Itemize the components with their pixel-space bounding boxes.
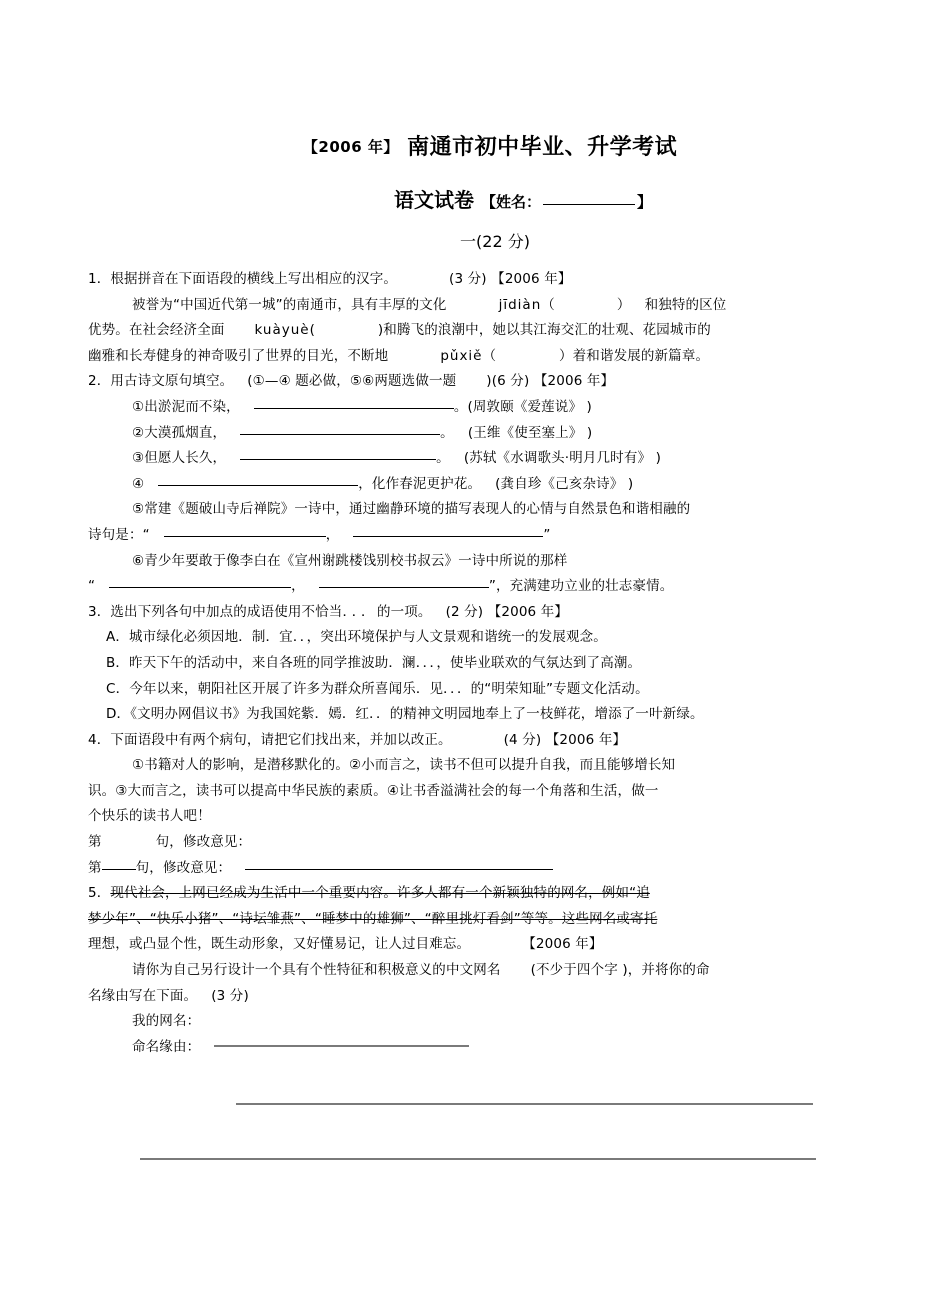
subtitle — [0, 185, 950, 217]
q5-number: 5． — [88, 885, 111, 902]
q2-item4-tail: ，化作春泥更护花。 — [358, 475, 482, 492]
q2-item6-quote-open: “ — [88, 578, 96, 595]
q2-item6-answer-rule-1[interactable] — [109, 575, 291, 588]
q5-reason-label: 命名缘由： — [132, 1038, 201, 1055]
q5-year: 【2006 年】 — [522, 936, 603, 953]
title-block — [0, 0, 950, 255]
q2-item6-tail: ”，充满建功立业的壮志豪情。 — [488, 578, 674, 595]
name-input-rule[interactable] — [543, 204, 635, 205]
question-1-passage-line-2 — [88, 318, 870, 344]
q5-line4-a: 请你为自己另行设计一个具有个性特征和积极意义的中文网名 — [132, 962, 501, 979]
question-2-item-4 — [88, 472, 870, 498]
q2-item6-comma: ， — [291, 578, 305, 595]
question-3-option-d[interactable]: D．《文明办网倡议书》为我国姹紫．嫣．红．．的精神文明园地奉上了一枝鲜花，增添了一叶新绿。 — [106, 706, 704, 723]
q4-answer1-suffix: 句，修改意见： — [155, 834, 252, 851]
title-main: 南通市初中毕业、升学考试 — [407, 135, 678, 160]
section-heading-one: 一(22 分) — [460, 232, 530, 251]
q2-item3-source: (苏轼《水调歌头·明月几时有》 ) — [463, 450, 661, 467]
q2-item3-tail: 。 — [436, 450, 450, 467]
question-3-stem — [88, 600, 870, 626]
q1-p1c: ） — [616, 296, 631, 313]
q2-item4-answer-rule[interactable] — [158, 473, 358, 486]
q2-item5-answer-rule-1[interactable] — [164, 524, 326, 537]
q2-item1-answer-rule[interactable] — [254, 396, 454, 409]
q1-p2a: 优势。在社会经济全面 — [88, 322, 225, 339]
q2-item1-tail: 。 — [453, 398, 468, 415]
page-title — [0, 132, 950, 163]
q1-pinyin-2: kuàyuè( — [254, 322, 316, 339]
q1-pinyin-3: pǔxiě（ — [440, 347, 497, 364]
q1-year: 【2006 年】 — [491, 271, 572, 287]
question-3-option-c[interactable]: C．今年以来，朝阳社区开展了许多为群众所喜闻乐．见．．．的“明荣知耻”专题文化活动。 — [106, 680, 649, 697]
q2-item2-answer-rule[interactable] — [240, 421, 440, 434]
question-2-item-5-line-2 — [88, 523, 870, 549]
q2-item4-source: (龚自珍《己亥杂诗》 ) — [495, 475, 634, 492]
question-4-answer-row-2 — [88, 856, 870, 882]
q5-reason-rule-2[interactable] — [236, 1103, 813, 1105]
q1-p3a: 幽雅和长寿健身的神奇吸引了世界的目光，不断地 — [88, 347, 389, 364]
q3-stem-a: 3．选出下列各句中加点的成语使用不恰当 — [88, 603, 343, 620]
q2-item3-num: ③ — [132, 450, 145, 467]
q4-year: 【2006 年】 — [545, 731, 627, 748]
q2-year: 【2006 年】 — [533, 373, 615, 390]
question-5-field-netname — [88, 1009, 870, 1035]
q3-year: 【2006 年】 — [487, 603, 569, 620]
question-4-passage-line-3: 个快乐的读书人吧！ — [88, 808, 211, 825]
question-3-option-b[interactable]: B．昨天下午的活动中，来自各班的同学推波助．澜．．．，使毕业联欢的气氛达到了高潮。 — [106, 654, 642, 671]
q2-item2-text: 大漠孤烟直， — [144, 424, 227, 441]
q5-netname-label: 我的网名： — [132, 1013, 201, 1030]
q2-item2-tail: 。 — [440, 424, 454, 441]
question-5-line-4 — [88, 958, 870, 984]
question-2-item-6-line-1: ⑥青少年要敢于像李白在《宣州谢跳楼饯别校书叔云》一诗中所说的那样 — [132, 552, 568, 569]
q2-item1-text: 出淤泥而不染， — [144, 398, 240, 415]
q1-p2b: )和腾飞的浪潮中，她以其江海交汇的壮观、花园城市的 — [377, 322, 711, 339]
q5-reason-rule-2-row — [88, 1090, 870, 1109]
q3-score: (2 分) — [445, 603, 484, 620]
q2-item5-comma: ， — [325, 526, 340, 543]
q4-answer2-correction-rule[interactable] — [245, 857, 553, 870]
question-1-passage-line-1 — [88, 293, 870, 319]
name-label-open: 【姓名： — [480, 193, 541, 211]
question-5-line-5 — [88, 984, 870, 1010]
q2-item3-text: 但愿人长久， — [144, 450, 227, 467]
q1-score: (3 分) — [449, 271, 487, 287]
q1-p3b: ）着和谐发展的新篇章。 — [558, 347, 710, 364]
q5-reason-rule-3[interactable] — [140, 1158, 816, 1160]
q1-p1d: 和独特的区位 — [644, 296, 727, 313]
q2-item4-num: ④ — [132, 475, 145, 492]
q2-item1-source: (周敦颐《爱莲说》 ) — [467, 398, 592, 415]
question-5-line-3 — [88, 932, 870, 958]
q5-score: (3 分) — [211, 987, 249, 1004]
q5-line4-b: (不少于四个字 )，并将你的命 — [530, 962, 710, 979]
question-4-passage-line-1: ①书籍对人的影响，是潜移默化的。②小而言之，读书不但可以提升自我，而且能够增长知 — [132, 757, 676, 774]
q5-line-3-text: 理想，或凸显个性，既生动形象，又好懂易记，让人过目难忘。 — [88, 936, 471, 953]
question-3-option-a[interactable]: A．城市绿化必须因地．制．宜．．，突出环境保护与人文景观和谐统一的发展观念。 — [106, 629, 607, 646]
q4-answer2-suffix: 句，修改意见： — [135, 859, 232, 876]
q2-note-close: )(6 分) — [486, 373, 530, 390]
q2-note: (①—④ 题必做，⑤⑥两题选做一题 — [247, 373, 457, 390]
title-year: 【2006 年】 — [302, 138, 399, 156]
question-2-item-5-line-1: ⑤常建《题破山寺后禅院》一诗中，通过幽静环境的描写表现人的心情与自然景色和谐相融的 — [132, 501, 691, 518]
question-4-answer-row-1 — [88, 830, 870, 856]
q1-p1b: （ — [541, 296, 555, 313]
q1-stem-text: 1．根据拼音在下面语段的横线上写出相应的汉字。 — [88, 271, 398, 287]
q5-struck-text-line-1: 现代社会，上网已经成为生活中一个重要内容。许多人都有一个新颖独特的网名，例如“追 — [110, 885, 650, 902]
question-2-item-2 — [88, 421, 870, 447]
exam-body — [0, 267, 950, 1164]
q2-item5-answer-rule-2[interactable] — [353, 524, 543, 537]
q5-struck-text-line-2: 梦少年”、“快乐小猪”、“诗坛雏燕”、“睡梦中的雄狮”、“醉里挑灯看剑”等等。这些网名或寄托 — [88, 910, 658, 927]
q2-stem-text: 2．用古诗文原句填空。 — [88, 373, 234, 390]
question-2-item-3 — [88, 446, 870, 472]
q2-item2-source: (王维《使至塞上》 ) — [467, 424, 593, 441]
question-1-stem — [88, 267, 870, 293]
question-5-field-reason — [88, 1035, 870, 1061]
q4-answer2-sentence-rule[interactable] — [102, 857, 136, 870]
q2-item3-answer-rule[interactable] — [240, 447, 436, 460]
question-5-line-1 — [88, 881, 870, 907]
name-label-close: 】 — [636, 193, 652, 211]
q2-item1-num: ① — [132, 398, 145, 415]
q3-emphasis-dots: ．．． — [342, 603, 377, 620]
question-2-item-1 — [88, 395, 870, 421]
q4-answer2-prefix: 第 — [88, 859, 102, 876]
q2-item6-answer-rule-2[interactable] — [319, 575, 489, 588]
q4-answer1-prefix: 第 — [88, 834, 102, 851]
q4-score: (4 分) — [503, 731, 542, 748]
q1-pinyin-1: jīdiàn — [498, 296, 542, 313]
q2-item2-num: ② — [132, 424, 145, 441]
question-5-line-2 — [88, 907, 870, 933]
q5-line5-text: 名缘由写在下面。 — [88, 987, 198, 1004]
question-2-item-6-line-2 — [88, 574, 870, 600]
q4-stem-text: 4．下面语段中有两个病句，请把它们找出来，并加以改正。 — [88, 731, 452, 748]
question-4-passage-line-2: 识。③大而言之，读书可以提高中华民族的素质。④让书香溢满社会的每一个角落和生活，做一 — [88, 782, 659, 799]
q2-item5-lead: 诗句是：“ — [88, 526, 150, 543]
q2-item5-quote-close: ” — [543, 526, 551, 543]
q5-reason-rule-3-row — [88, 1145, 870, 1164]
subtitle-main: 语文试卷 — [394, 188, 474, 212]
q3-stem-b: 的一项。 — [376, 603, 432, 620]
question-1-passage-line-3 — [88, 344, 870, 370]
q1-p1a: 被誉为“中国近代第一城”的南通市，具有丰厚的文化 — [132, 296, 447, 313]
question-2-stem — [88, 369, 870, 395]
question-4-stem — [88, 728, 870, 754]
q5-reason-rule-1[interactable] — [214, 1045, 469, 1047]
